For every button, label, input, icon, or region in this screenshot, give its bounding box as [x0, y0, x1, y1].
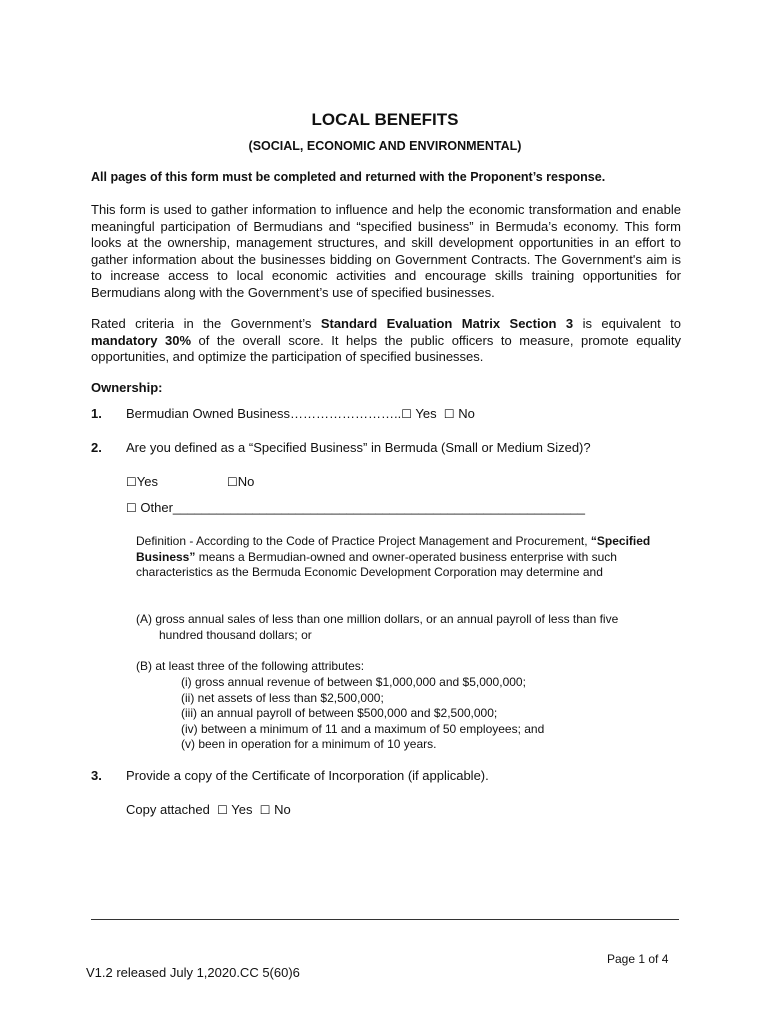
q1-yes-checkbox[interactable]: ☐ [401, 407, 413, 421]
q3-no-checkbox[interactable]: ☐ [259, 803, 271, 817]
rated-bold-1: Standard Evaluation Matrix Section 3 [320, 316, 574, 331]
q3-number: 3. [91, 768, 102, 783]
q2-other-field[interactable]: Other_________________________________________________________ [140, 500, 586, 515]
q1-yes-label: Yes [415, 406, 437, 421]
rated-text-3: of the overall score. It helps the public officers to measure, promote equality opportunities, and optimize the participation of specified businesses. [91, 332, 681, 364]
form-subtitle: (SOCIAL, ECONOMIC AND ENVIRONMENTAL) [248, 139, 522, 153]
q1-no-label: No [458, 406, 475, 421]
q2-no-checkbox[interactable]: ☐ [227, 475, 238, 489]
q2-yes-option [126, 474, 158, 489]
footer-divider [91, 919, 679, 920]
option-a-line-2: hundred thousand dollars; or [159, 628, 312, 642]
q3-copy-row [126, 802, 291, 817]
q3-text: Provide a copy of the Certificate of Incorporation (if applicable). [126, 768, 489, 783]
definition-text-2: means a Bermudian-owned and owner-operated business enterprise with such characteristics as the Bermuda Economic Development Corporation may determine and [136, 549, 617, 579]
q3-yes-checkbox[interactable]: ☐ [217, 803, 228, 817]
attribute-item: (ii) net assets of less than $2,500,000; [181, 690, 384, 705]
form-title: LOCAL BENEFITS [311, 110, 459, 129]
intro-paragraph: This form is used to gather information to influence and help the economic transformation and enable meaningful participation of Bermudians and “specified business” in Bermuda’s economy. This form looks at the ownership, management structures, and skill development opportunities in an effort to gather information about the businesses bidding on Government Contracts. The Government's aim is to increase access to local economic activities and encourage skills training opportunities for Bermudians along with the Government’s use of specified businesses. [91, 202, 681, 300]
attribute-list [181, 675, 544, 753]
page-number: Page 1 of 4 [607, 952, 669, 966]
attribute-item: (i) gross annual revenue of between $1,000,000 and $5,000,000; [181, 675, 526, 689]
option-b-heading: (B) at least three of the following attributes: [136, 659, 365, 673]
rated-bold-2: mandatory 30% [91, 332, 192, 348]
specified-business-definition [136, 534, 684, 581]
completion-notice: All pages of this form must be completed and returned with the Proponent’s response. [91, 170, 606, 184]
q3-no-label: No [274, 802, 291, 817]
attribute-item: (iii) an annual payroll of between $500,000 and $2,500,000; [181, 706, 498, 720]
definition-text-1: Definition - According to the Code of Practice Project Management and Procurement, [136, 534, 591, 548]
q2-yes-label: Yes [136, 474, 158, 489]
q3-yes-label: Yes [231, 802, 253, 817]
version-label: V1.2 released July 1,2020.CC 5(60)6 [86, 965, 300, 980]
q1-row [126, 406, 475, 421]
option-a-line-1: (A) gross annual sales of less than one million dollars, or an annual payroll of less than five [136, 612, 619, 626]
q3-copy-label: Copy attached [126, 802, 210, 817]
rated-text-2: is equivalent to [573, 316, 681, 331]
q2-other-option [126, 500, 585, 515]
definition-bold: “Specified Business” [136, 534, 651, 564]
q2-number: 2. [91, 440, 102, 455]
q2-text: Are you defined as a “Specified Business” in Bermuda (Small or Medium Sized)? [126, 440, 591, 455]
q2-yes-checkbox[interactable]: ☐ [126, 475, 137, 489]
rated-criteria-paragraph [91, 316, 681, 366]
q1-text: Bermudian Owned Business…………………….. [126, 406, 402, 421]
attribute-item: (v) been in operation for a minimum of 10 years. [181, 737, 437, 751]
q2-other-checkbox[interactable]: ☐ [126, 501, 137, 515]
ownership-heading: Ownership: [91, 380, 163, 395]
q1-no-checkbox[interactable]: ☐ [443, 407, 455, 421]
attribute-item: (iv) between a minimum of 11 and a maximum of 50 employees; and [181, 721, 545, 736]
q1-number: 1. [91, 406, 102, 421]
q2-no-label: No [237, 474, 255, 489]
q2-no-option [227, 474, 254, 489]
rated-text-1: Rated criteria in the Government’s [91, 316, 321, 331]
